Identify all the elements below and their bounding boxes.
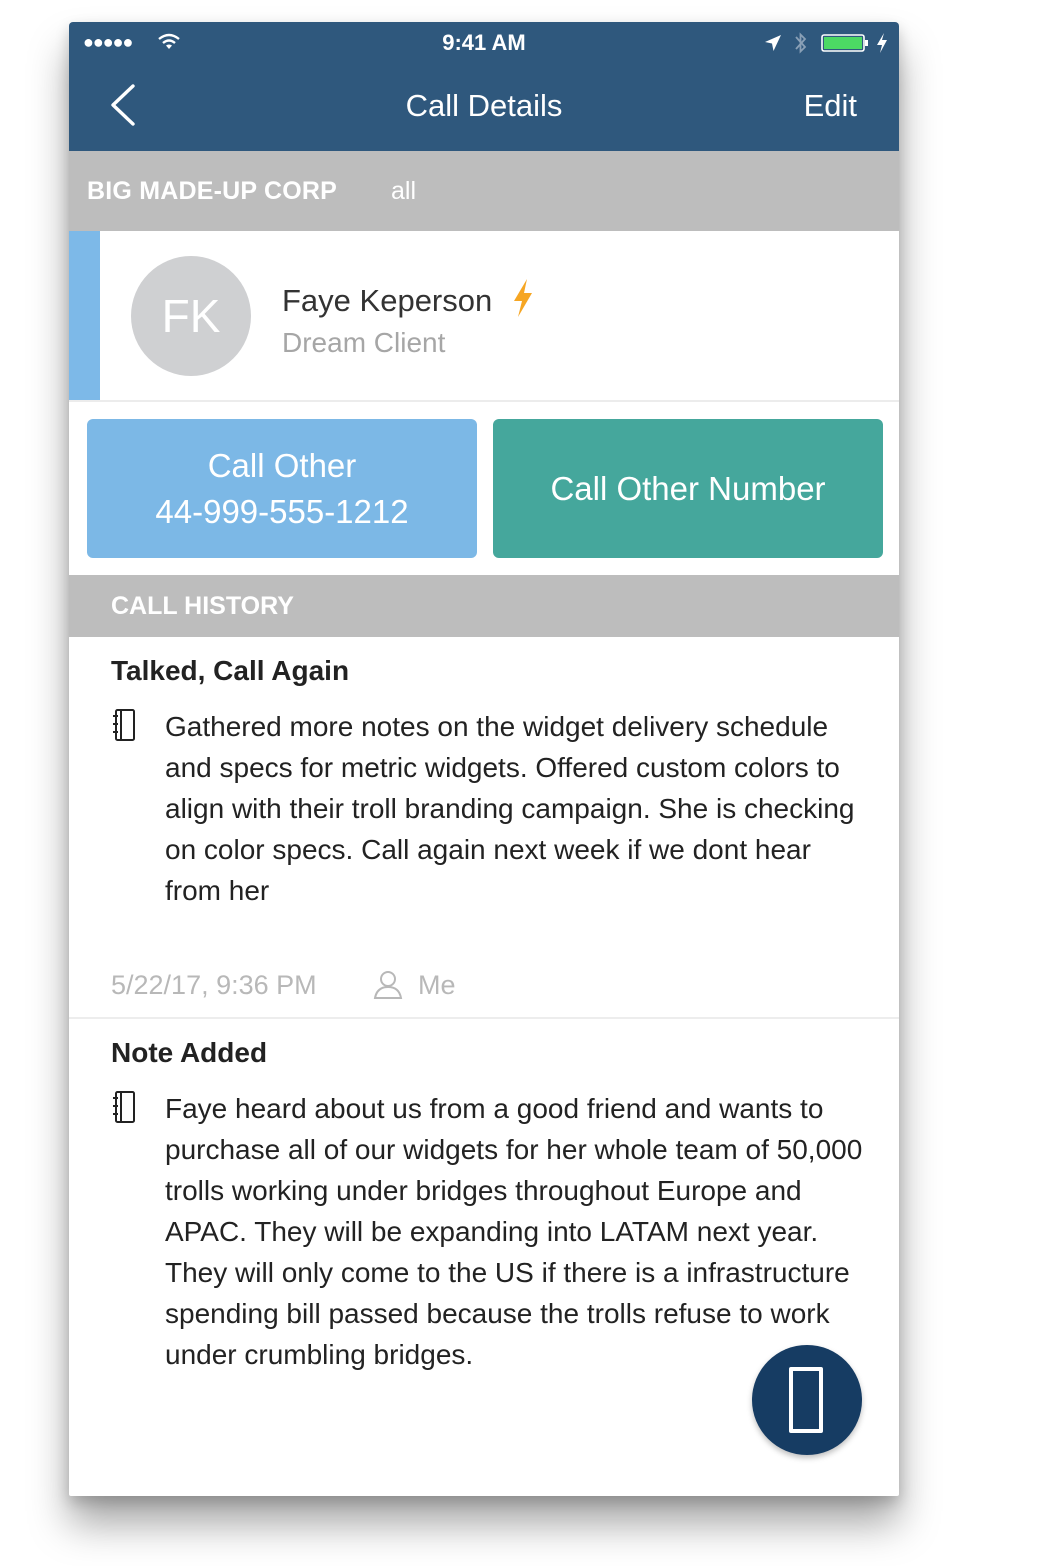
person-icon — [372, 970, 404, 1000]
phone-screen — [69, 22, 899, 1496]
history-entry-title: Note Added — [111, 1037, 268, 1068]
notebook-icon — [111, 708, 137, 742]
account-bar — [69, 151, 899, 231]
location-arrow-icon — [764, 34, 782, 52]
history-entry-note: Gathered more notes on the widget delivery schedule and specs for metric widgets. Offered custom colors to align with their troll branding campaign. She is checking on color specs. Call again next week if we dont hear from her — [165, 711, 855, 906]
avatar: FK — [131, 256, 251, 376]
account-filter[interactable]: all — [391, 177, 417, 205]
entry-divider — [69, 1017, 899, 1019]
contact-accent-bar — [69, 231, 100, 400]
call-history-header — [69, 575, 899, 637]
history-entry-title: Talked, Call Again — [111, 655, 350, 686]
call-history-header-label: CALL HISTORY — [111, 592, 294, 620]
contact-subtitle: Dream Client — [282, 327, 446, 358]
page-title: Call Details — [405, 88, 563, 123]
call-other-phone-number: 44-999-555-1212 — [155, 492, 409, 530]
history-entry-user: Me — [418, 970, 456, 1000]
phone-icon — [789, 1367, 823, 1433]
account-name[interactable]: BIG MADE-UP CORP — [87, 177, 337, 205]
call-other-number-button[interactable] — [493, 419, 883, 558]
history-entry-note: Faye heard about us from a good friend and wants to purchase all of our widgets for her whole team of 50,000 trolls working under bridges throughout Europe and APAC. They will be expanding into LATAM next year. They will only come to the US if there is a infrastructure spending bill passed because the trolls refuse to work under crumbling bridges. — [165, 1093, 863, 1370]
notebook-icon — [111, 1090, 137, 1124]
call-other-phone-button[interactable] — [87, 419, 477, 558]
call-other-label: Call Other — [207, 446, 357, 484]
lightning-bolt-icon — [510, 277, 536, 319]
battery-icon — [821, 34, 869, 52]
top-bar — [69, 22, 899, 151]
contact-name: Faye Keperson — [282, 283, 493, 318]
charging-bolt-icon — [875, 32, 889, 54]
call-fab-button[interactable] — [752, 1345, 862, 1455]
status-time: 9:41 AM — [442, 30, 526, 55]
bluetooth-icon — [793, 30, 809, 56]
call-other-number-label: Call Other Number — [550, 469, 826, 507]
history-entry-timestamp: 5/22/17, 9:36 PM — [111, 970, 317, 1000]
signal-strength-icon: ●●●●● — [83, 32, 133, 52]
edit-button[interactable]: Edit — [803, 88, 857, 123]
contact-row[interactable] — [69, 231, 899, 402]
